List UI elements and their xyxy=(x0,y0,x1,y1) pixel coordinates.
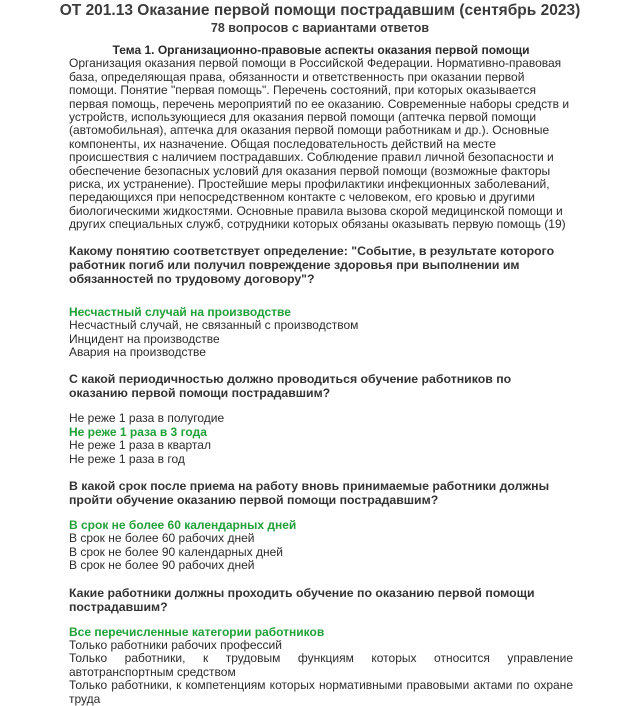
answer-option: Авария на производстве xyxy=(69,344,206,359)
answer-list xyxy=(69,519,573,573)
topic-title: Тема 1. Организационно-правовые аспекты оказания первой помощи xyxy=(112,43,530,57)
document-content xyxy=(69,44,573,706)
question-text: С какой периодичностью должно проводиться обучение работников по оказанию первой помощи пострадавшим? xyxy=(69,372,512,401)
answer-option: Только работники рабочих профессий xyxy=(69,637,282,652)
question-text: Какие работники должны проходить обучение по оказанию первой помощи пострадавшим? xyxy=(69,585,535,614)
question-block xyxy=(69,372,573,466)
correct-answer: В срок не более 60 календарных дней xyxy=(69,517,297,532)
answer-option: В срок не более 90 рабочих дней xyxy=(69,558,255,573)
answer-option: Только работники, к компетенциям которых нормативными правовыми актами по охране труда xyxy=(69,678,573,706)
correct-answer: Несчастный случай на производстве xyxy=(69,304,291,319)
question-block xyxy=(69,479,573,573)
answer-option: Не реже 1 раза в квартал xyxy=(69,438,211,453)
correct-answer: Не реже 1 раза в 3 года xyxy=(69,424,207,439)
question-block xyxy=(69,586,573,706)
question-block xyxy=(69,244,573,360)
topic-description: Организация оказания первой помощи в Российской Федерации. Нормативно-правовая база, определяющая права, обязанности и ответственность при оказании первой помощи. Понятие "первая помощь". Перечень состояний, при которых оказывается первая помощь, перечень мероприятий по ее оказанию. Современные наборы средств и устройств, использующиеся для оказания первой помощи (аптечка первой помощи (автомобильная), аптечка для оказания первой помощи работникам и др.). Основные компоненты, их назначение. Общая последовательность действий на месте происшествия с наличием пострадавших. Соблюдение правил личной безопасности и обеспечение безопасных условий для оказания первой помощи (возможные факторы риска, их устранение). Простейшие меры профилактики инфекционных заболеваний, передающихся при непосредственном контакте с человеком, его кровью и другими биологическими жидкостями. Основные правила вызова скорой медицинской помощи и других специальных служб, сотрудники которых обязаны оказывать первую помощь (19) xyxy=(69,56,570,232)
answer-option: Инцидент на производстве xyxy=(69,331,220,346)
answer-list xyxy=(69,626,573,706)
question-text: Какому понятию соответствует определение: "Событие, в результате которого работник погиб или получил повреждение здоровья при выполнении им обязанностей по трудовому договору"? xyxy=(69,243,555,286)
answer-option: Не реже 1 раза в полугодие xyxy=(69,411,225,426)
answer-option: В срок не более 90 календарных дней xyxy=(69,544,283,559)
answer-option: Несчастный случай, не связанный с производством xyxy=(69,318,359,333)
question-text: В какой срок после приема на работу вновь принимаемые работники должны пройти обучение оказанию первой помощи пострадавшим? xyxy=(69,478,550,507)
answer-list xyxy=(69,412,573,466)
answer-list xyxy=(69,306,573,360)
answer-option: Не реже 1 раза в год xyxy=(69,451,185,466)
correct-answer: Все перечисленные категории работников xyxy=(69,624,325,639)
document-subtitle: 78 вопросов с вариантами ответов xyxy=(210,21,430,35)
answer-option: Только работники, к трудовым функциям которых относится управление автотранспортным средством xyxy=(69,651,573,679)
document-title: ОТ 201.13 Оказание первой помощи пострадавшим (сентябрь 2023) xyxy=(59,2,581,19)
answer-option: В срок не более 60 рабочих дней xyxy=(69,531,255,546)
